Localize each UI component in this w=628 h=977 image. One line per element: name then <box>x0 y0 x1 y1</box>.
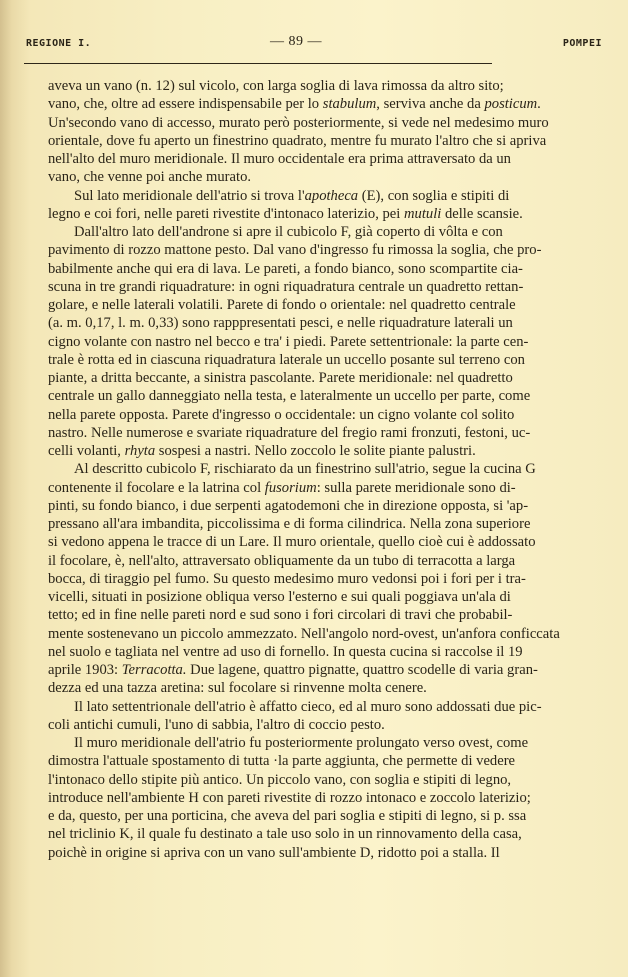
italic-term: Terracotta. <box>121 662 187 678</box>
paragraph <box>22 734 531 862</box>
text-line: dimostra l'attuale spostamento di tutta ·la parte aggiunta, che permette di vedere <box>48 753 516 770</box>
text-line: golare, e nelle laterali volatili. Parete di fondo o orientale: nel quadretto centrale <box>48 297 516 313</box>
paragraph <box>22 460 560 697</box>
text-line: aprile 1903: Terracotta. Due lagene, quattro pignatte, quattro scodelle di varia gran- <box>48 662 538 678</box>
text-line: legno e coi fori, nelle pareti rivestite d'intonaco laterizio, pei mutuli delle scansie. <box>48 205 523 222</box>
text-line: Un'secondo vano di accesso, murato però posteriormente, si vede nel medesimo muro <box>48 114 549 131</box>
text-line: vano, che, oltre ad essere indispensabile per lo stabulum, serviva anche da posticum. <box>48 96 541 113</box>
text-line: (a. m. 0,17, l. m. 0,33) sono rapppresentati pesci, e nelle riquadrature laterali un <box>48 315 513 332</box>
text-line: nel suolo e tagliata nel ventre ad uso di fornello. In questa cucina si raccolse il 19 <box>48 643 523 660</box>
text-line: Al descritto cubicolo F, rischiarato da un finestrino sull'atrio, segue la cucina G <box>74 461 536 478</box>
text-line: nastro. Nelle numerose e svariate riquadrature del fregio rami fronzuti, festoni, uc- <box>48 424 531 441</box>
text-line: aveva un vano (n. 12) sul vicolo, con larga soglia di lava rimossa da altro sito; <box>48 78 504 94</box>
page-number: — 89 — <box>270 34 322 49</box>
text-line: l'intonaco dello stipite più antico. Un piccolo vano, con soglia e stipiti di legno, <box>48 771 512 788</box>
text-line: orientale, dove fu aperto un finestrino quadrato, mentre fu murato l'altro che si apriva <box>48 132 547 149</box>
italic-term: fusorium <box>264 479 317 496</box>
body-text <box>22 77 560 862</box>
header-rule <box>24 63 492 64</box>
text-line: bocca, di tiraggio pel fumo. Su questo medesimo muro vedonsi poi i fori per i tra- <box>48 570 526 587</box>
text-line: vicelli, situati in posizione obliqua verso l'esterno e sui quali poggiava un'ala di <box>48 589 511 605</box>
text-line: mente sostenevano un piccolo ammezzato. Nell'angolo nord-ovest, un'anfora conficcata <box>48 625 560 642</box>
text-line: piante, a dritta beccante, a sinistra pascolante. Parete meridionale: nel quadretto <box>48 370 513 386</box>
text-line: Sul lato meridionale dell'atrio si trova l'apotheca (E), con soglia e stipiti di <box>74 187 510 204</box>
header-section-title: REGIONE I. <box>26 38 92 49</box>
text-line: poichè in origine si apriva con un vano sull'ambiente D, ridotto poi a stalla. Il <box>48 844 500 861</box>
text-line: Dall'altro lato dell'androne si apre il cubicolo F, già coperto di vôlta e con <box>74 224 503 240</box>
italic-term: mutuli <box>404 205 442 222</box>
text-line: centrale un gallo danneggiato nella testa, e lateralmente un uccello per parte, come <box>48 388 531 405</box>
text-line: pressano all'ara imbandita, piccolissima e di forma cilindrica. Nella zona superiore <box>48 516 531 532</box>
text-line: Il lato settentrionale dell'atrio è affatto cieco, ed al muro sono addossati due pic- <box>74 698 542 715</box>
italic-term: rhyta <box>124 443 156 459</box>
text-line: pavimento di rozzo mattone pesto. Dal vano d'ingresso fu rimossa la soglia, che pro- <box>48 242 542 259</box>
text-line: nella parete opposta. Parete d'ingresso o occidentale: un cigno volante col solito <box>48 406 515 423</box>
text-line: introduce nell'ambiente H con pareti rivestite di rozzo intonaco e zoccolo laterizio; <box>48 789 531 806</box>
text-line: tetto; ed in fine nelle pareti nord e sud sono i fori circolari di travi che probabil- <box>48 607 513 624</box>
text-line: pinti, su fondo bianco, i due serpenti agatodemoni che in direzione opposta, si 'ap- <box>48 497 529 514</box>
header-site-title: POMPEI <box>562 38 602 49</box>
text-line: trale è rotta ed in ciascuna riquadratura laterale un uccello posante sul terreno con <box>48 351 525 368</box>
text-line: contenente il focolare e la latrina col fusorium: sulla parete meridionale sono di- <box>48 479 516 496</box>
paragraph <box>22 698 542 735</box>
text-line: il focolare, è, nell'alto, attraversato obliquamente da un tubo di terracotta a larga <box>48 552 516 569</box>
text-line: nel triclinio K, il quale fu destinato a tale uso solo in un rinnovamento della casa, <box>48 826 522 843</box>
paragraph <box>22 187 523 224</box>
text-line: scuna in tre grandi riquadrature: in ogni riquadratura centrale un quadretto rettan- <box>48 278 524 295</box>
text-line: e da, questo, per una porticina, che aveva del pari soglia e stipiti di legno, si p. ssa <box>48 808 527 824</box>
paragraph <box>22 223 542 460</box>
text-line: Il muro meridionale dell'atrio fu posteriormente prolungato verso ovest, come <box>74 735 529 751</box>
text-line: celli volanti, rhyta sospesi a nastri. Nello zoccolo le solite piante palustri. <box>48 443 476 459</box>
text-line: nell'alto del muro meridionale. Il muro occidentale era prima attraversato da un <box>48 151 511 167</box>
text-line: cigno volante con nastro nel becco e tra' i piedi. Parete settentrionale: la parte cen- <box>48 333 529 350</box>
running-header <box>26 36 602 52</box>
italic-term: apotheca <box>304 187 359 204</box>
italic-term: posticum <box>484 96 538 113</box>
paragraph <box>22 77 549 187</box>
italic-term: stabulum <box>322 96 377 113</box>
text-line: si vedono appena le tracce di un Lare. Il muro orientale, quello cioè cui è addossato <box>48 534 536 551</box>
text-line: vano, che venne poi anche murato. <box>48 169 252 186</box>
text-line: dezza ed una tazza aretina: sul focolare si rinvenne molta cenere. <box>48 680 427 697</box>
text-line: coli antichi cumuli, l'uno di sabbia, l'altro di coccio pesto. <box>48 716 385 733</box>
text-line: babilmente anche qui era di lava. Le pareti, a fondo bianco, sono scompartite cia- <box>48 260 523 277</box>
